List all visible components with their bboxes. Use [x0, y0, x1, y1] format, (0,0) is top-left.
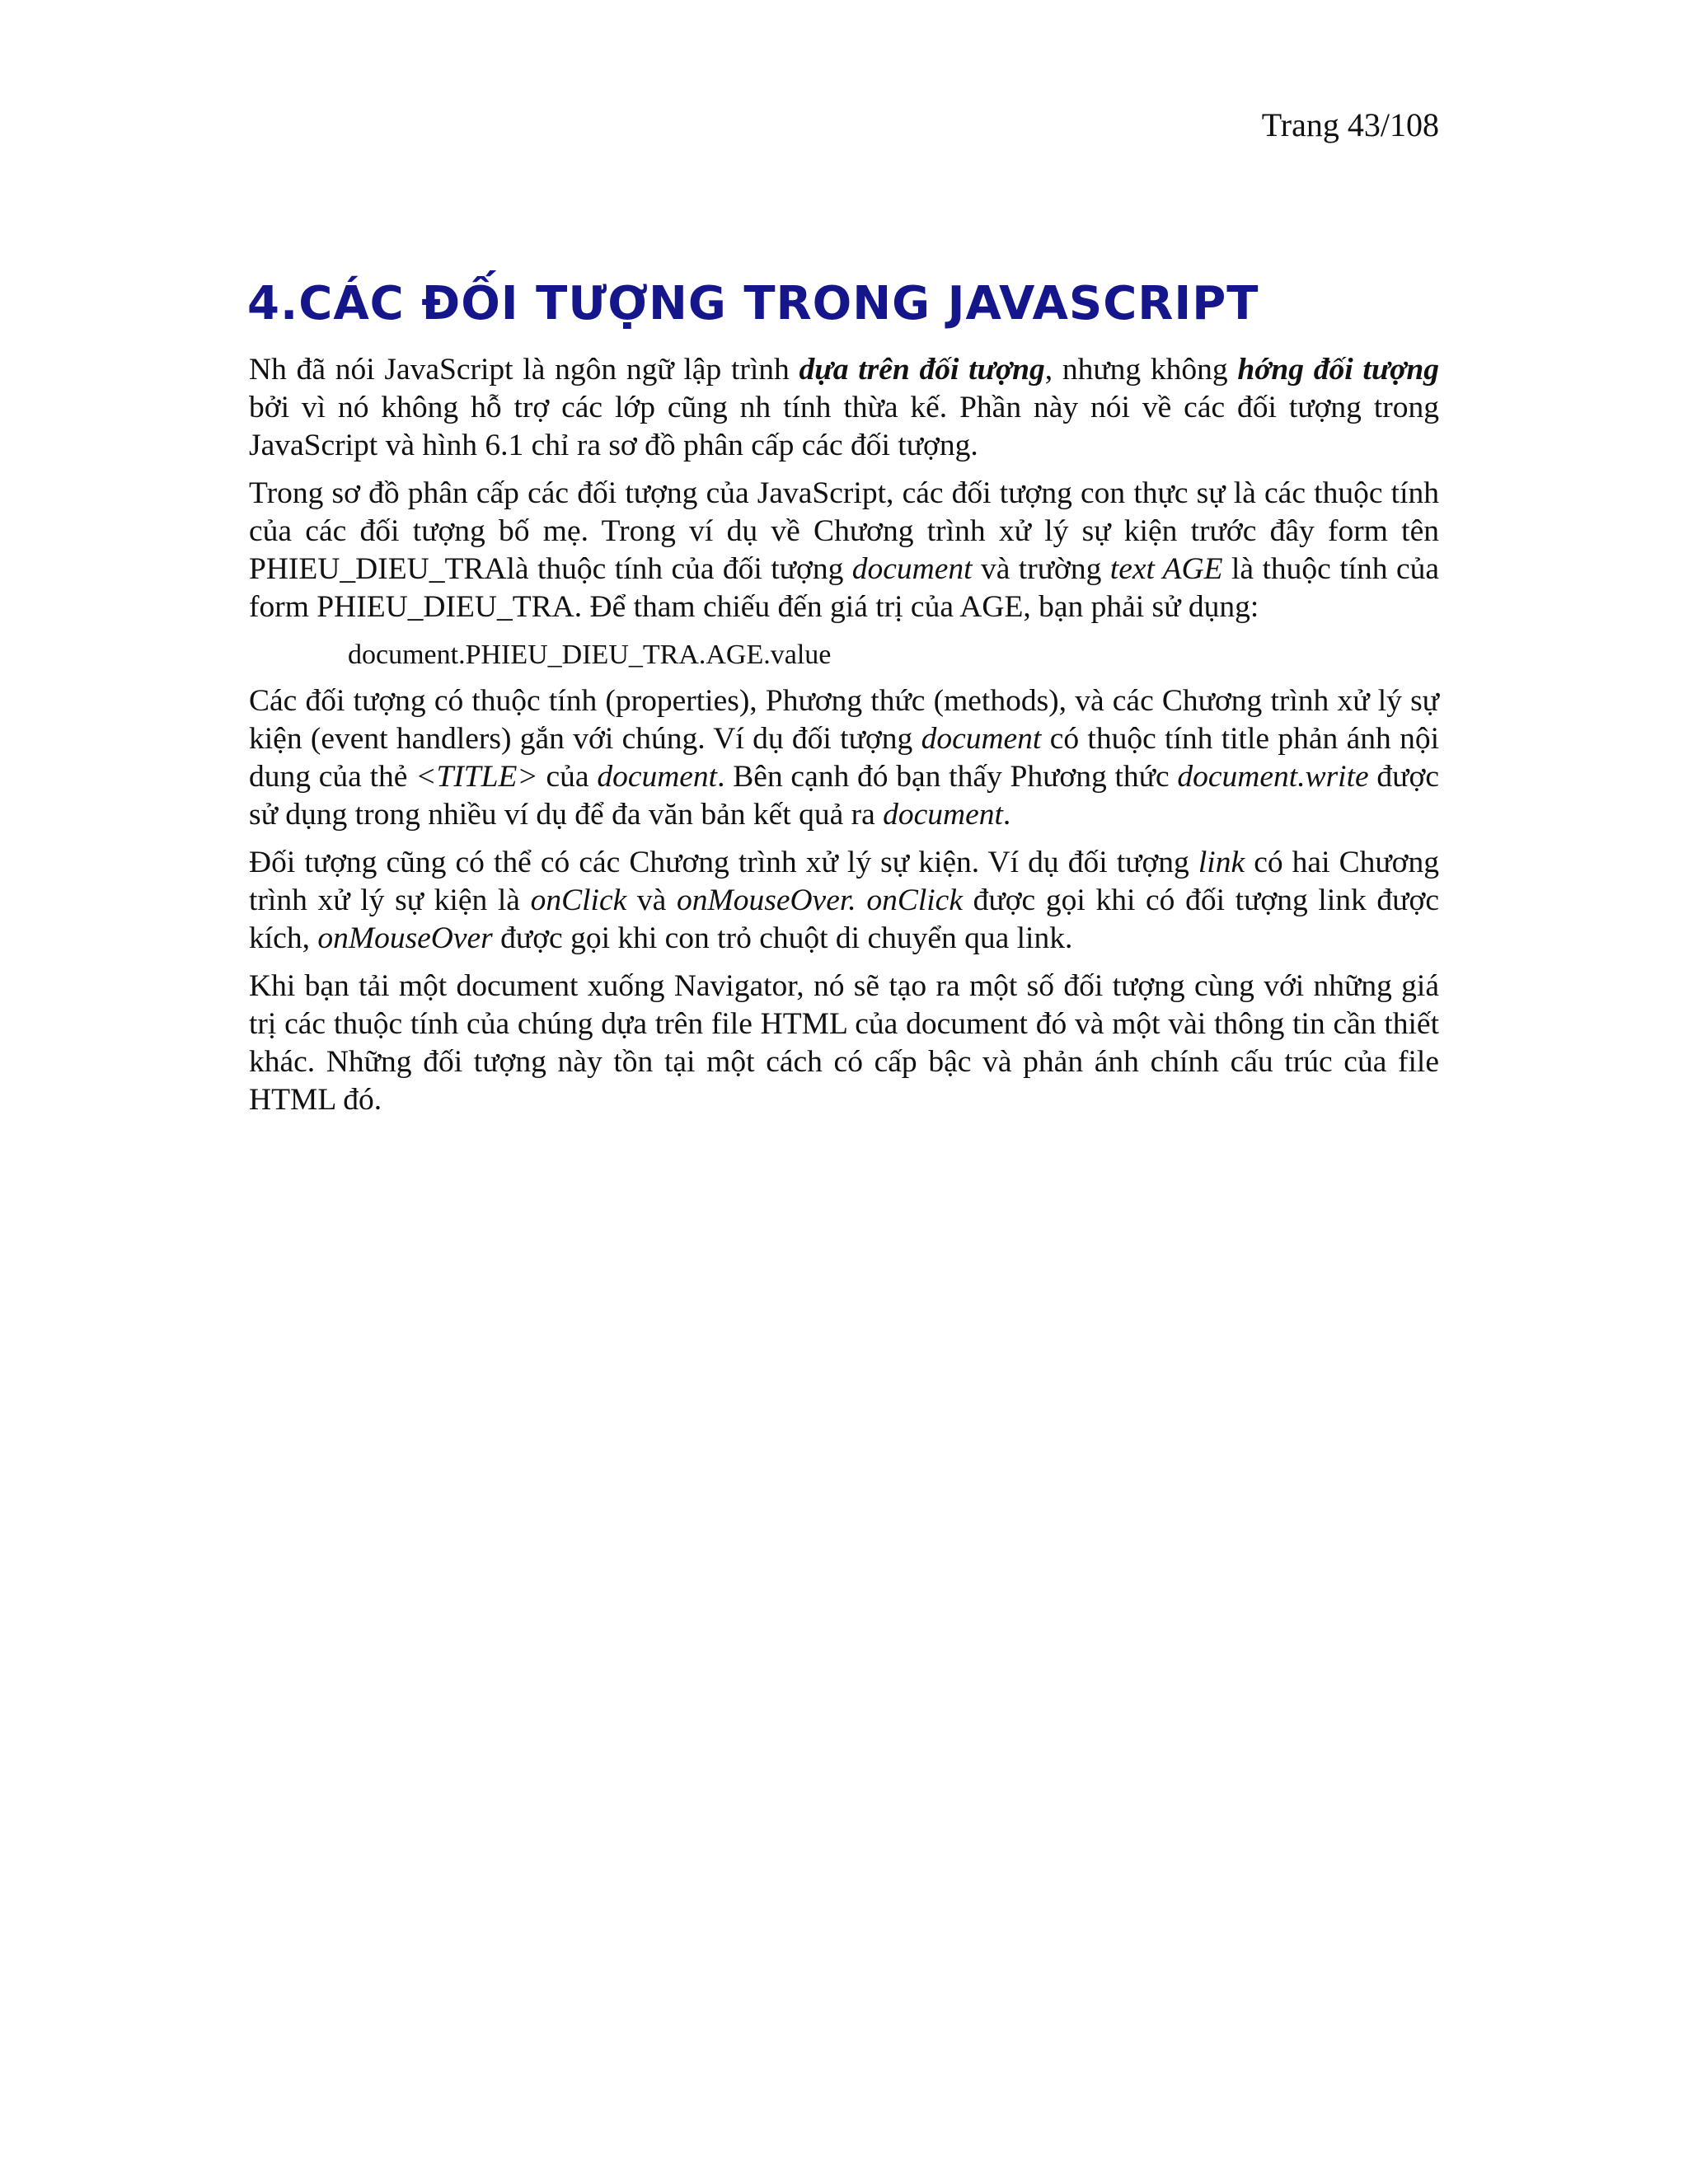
text-span: và — [626, 883, 677, 917]
text-span: Đối tượng cũng có thể có các Chương trình xử lý sự kiện. Ví dụ đối tượng — [249, 846, 1198, 879]
code-example: document.PHIEU_DIEU_TRA.AGE.value — [348, 640, 832, 670]
paragraph-event-handlers — [249, 844, 1439, 958]
italic-term: onClick — [530, 883, 627, 917]
section-title: 4.CÁC ĐỐI TƯỢNG TRONG JAVASCRIPT — [247, 277, 1259, 330]
text-span: của — [537, 760, 598, 794]
text-span: Các đối tượng có thuộc tính (properties), Phương thức (methods), và các Chương trình xử lý sự kiện (event handlers) gắn với chúng. Ví dụ đối tượng — [249, 684, 1439, 756]
italic-term: <TITLE> — [415, 760, 538, 794]
italic-term: document — [597, 760, 718, 794]
emphasis-object-based: dựa trên đối tượng — [799, 353, 1045, 387]
text-span: Khi bạn tải một document xuống Navigator, nó sẽ tạo ra một số đối tượng cùng với những giá trị các thuộc tính của chúng dựa trên file HTML của document đó và một vài thông tin cần thiết khác. Những đối tượng này tồn tại một cách có cấp bậc và phản ánh chính cấu trúc của file HTML đó. — [249, 969, 1439, 1117]
italic-term: link — [1198, 846, 1245, 879]
text-span: , nhưng không — [1044, 353, 1238, 387]
paragraph-navigator — [249, 968, 1439, 1119]
text-span: có thuộc tính title phản ánh nội dung của thẻ — [249, 722, 1439, 794]
text-span: và trường — [972, 552, 1110, 586]
italic-term: document.write — [1177, 760, 1369, 794]
text-span: . Bên cạnh đó bạn thấy Phương thức — [717, 760, 1178, 794]
text-span: Trong sơ đồ phân cấp các đối tượng của JavaScript, các đối tượng con thực sự là các thuộc tính của các đối tượng bố mẹ. Trong ví dụ về Chương trình xử lý sự kiện trước đây form tên PHIEU_DIEU_TRAlà thuộc tính của đối tượng — [249, 476, 1439, 586]
italic-term: onMouseOver — [317, 921, 493, 955]
paragraph-properties — [249, 682, 1439, 834]
text-span: được gọi khi con trỏ chuột di chuyển qua link. — [492, 921, 1073, 955]
italic-term: document — [851, 552, 973, 586]
italic-term: onMouseOver. onClick — [677, 883, 963, 917]
italic-term: document — [883, 798, 1003, 832]
italic-term: text AGE — [1109, 552, 1223, 586]
paragraph-hierarchy — [249, 475, 1439, 626]
emphasis-object-oriented: hớng đối tượng — [1237, 353, 1440, 387]
italic-term: document — [921, 722, 1042, 756]
body-text — [249, 351, 1439, 1129]
text-span: Nh đã nói JavaScript là ngôn ngữ lập trình — [249, 353, 799, 387]
paragraph-intro — [249, 351, 1439, 465]
text-span: có hai Chương trình xử lý sự kiện là — [249, 846, 1439, 917]
text-span: được sử dụng trong nhiều ví dụ để đa văn bản kết quả ra — [249, 760, 1439, 832]
text-span: . — [1002, 798, 1011, 832]
text-span: bởi vì nó không hỗ trợ các lớp cũng nh tính thừa kế. Phần này nói về các đối tượng trong JavaScript và hình 6.1 chỉ ra sơ đồ phân cấp các đối tượng. — [249, 391, 1439, 462]
page-number: Trang 43/108 — [1261, 106, 1439, 143]
text-span: là thuộc tính của form PHIEU_DIEU_TRA. Để tham chiếu đến giá trị của AGE, bạn phải sử dụng: — [249, 552, 1439, 624]
text-span: được gọi khi có đối tượng link được kích, — [249, 883, 1439, 955]
